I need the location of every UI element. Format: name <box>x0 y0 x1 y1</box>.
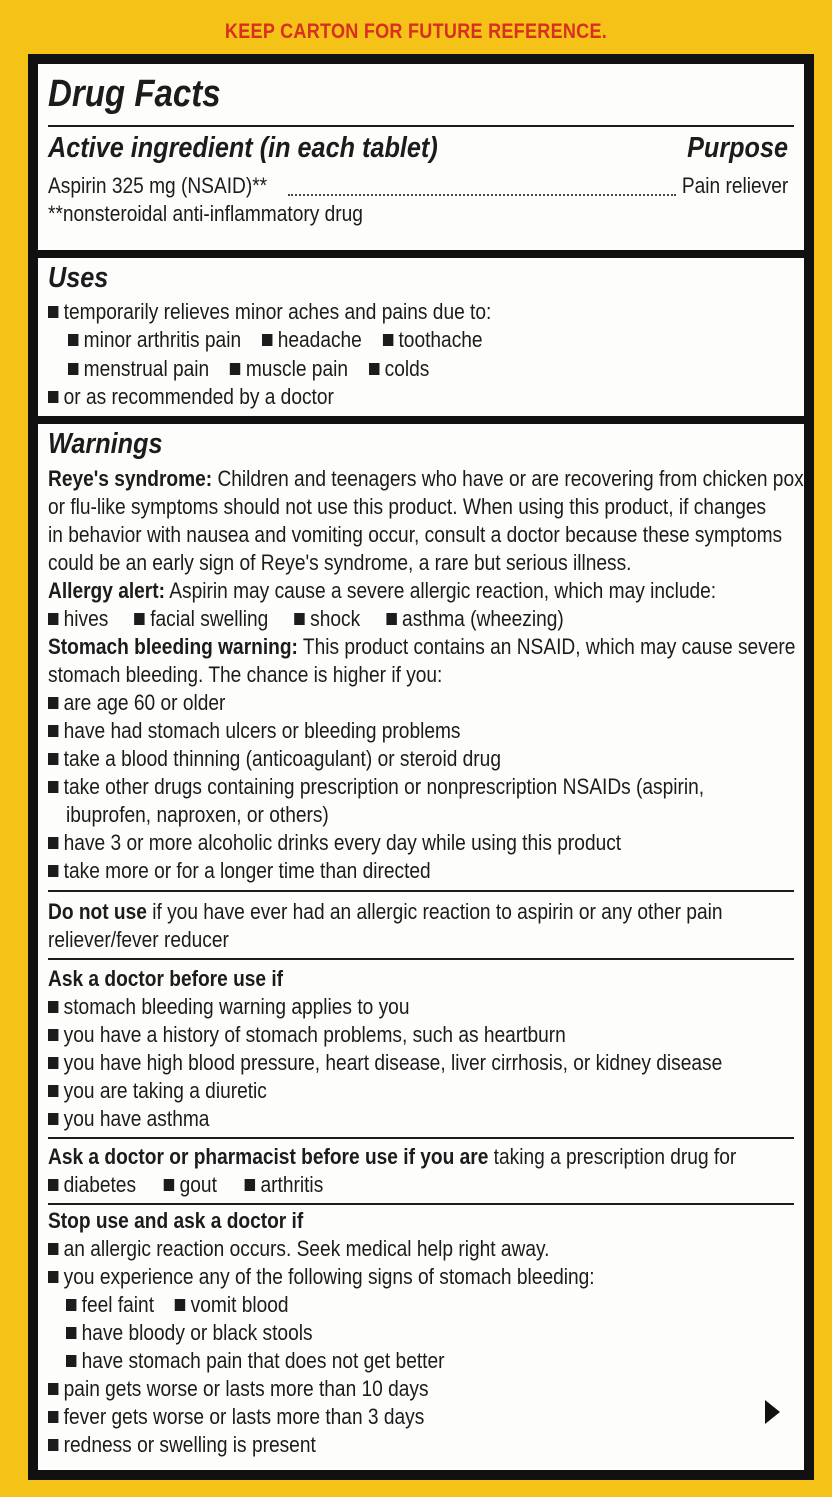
divider <box>48 1137 794 1139</box>
divider <box>48 958 794 960</box>
ask-doctor-item <box>48 1021 814 1049</box>
stomach-label: Stomach bleeding warning: <box>48 634 298 659</box>
stomach-line: stomach bleeding. The chance is higher if you: <box>48 662 443 687</box>
bullet-icon <box>66 1327 76 1339</box>
drug-facts-title: Drug Facts <box>48 73 221 115</box>
uses-box <box>38 258 804 416</box>
purpose-heading: Purpose <box>687 132 788 164</box>
stop-use-sub-item-text: have stomach pain that does not get better <box>81 1348 445 1373</box>
stomach-item-text: are age 60 or older <box>63 690 226 715</box>
do-not-use-line: reliever/fever reducer <box>48 927 229 952</box>
allergy-item: hives <box>63 606 109 631</box>
bullet-icon <box>48 1179 58 1191</box>
bullet-icon <box>48 1439 58 1451</box>
bullet-icon <box>48 725 58 737</box>
stomach-item <box>48 829 814 857</box>
stop-use-item-text: pain gets worse or lasts more than 10 days <box>63 1376 429 1401</box>
bullet-icon <box>48 613 58 625</box>
bullet-icon <box>369 363 379 375</box>
stop-use-sub-item <box>66 1319 832 1347</box>
ask-doctor-item <box>48 993 814 1021</box>
leader-dots <box>288 194 676 196</box>
stop-use-heading <box>48 1207 814 1235</box>
stomach-item-text: take more or for a longer time than directed <box>63 858 431 883</box>
ingredient-footnote: **nonsteroidal anti-inflammatory drug <box>48 201 363 226</box>
ingredient-name: Aspirin 325 mg (NSAID)** <box>48 173 268 198</box>
stomach-item <box>48 773 814 801</box>
stomach-item <box>48 857 814 885</box>
bullet-icon <box>175 1299 185 1311</box>
stomach-item <box>48 717 814 745</box>
ask-pharmacist-item: gout <box>179 1172 217 1197</box>
carton-notice: KEEP CARTON FOR FUTURE REFERENCE. <box>224 20 608 43</box>
bullet-icon <box>48 753 58 765</box>
bullet-icon <box>48 1001 58 1013</box>
uses-sub-item: menstrual pain <box>83 356 210 381</box>
bullet-icon <box>48 865 58 877</box>
ingredient-purpose: Pain reliever <box>681 173 788 198</box>
reye-line <box>48 465 814 493</box>
bullet-icon <box>48 1029 58 1041</box>
bullet-icon <box>48 1057 58 1069</box>
stop-use-sub-item <box>66 1347 832 1375</box>
bullet-icon <box>66 1355 76 1367</box>
stop-use-item-text: an allergic reaction occurs. Seek medical help right away. <box>63 1236 550 1261</box>
stop-use-item <box>48 1375 814 1403</box>
bullet-icon <box>48 1085 58 1097</box>
bullet-icon <box>48 306 58 318</box>
stomach-item-text: take a blood thinning (anticoagulant) or steroid drug <box>63 746 501 771</box>
bullet-icon <box>135 613 145 625</box>
allergy-item: facial swelling <box>150 606 269 631</box>
stomach-item-continued: ibuprofen, naproxen, or others) <box>66 802 329 827</box>
bullet-icon <box>48 391 58 403</box>
stop-use-item-text: redness or swelling is present <box>63 1432 316 1457</box>
ask-doctor-item-text: you have asthma <box>63 1106 210 1131</box>
stop-use-sub-item-text: have bloody or black stools <box>81 1320 313 1345</box>
reye-line: could be an early sign of Reye's syndrome, a rare but serious illness. <box>48 550 632 575</box>
reye-text: Children and teenagers who have or are recovering from chicken pox <box>212 466 804 491</box>
stomach-line <box>48 633 814 661</box>
uses-sub-item: colds <box>384 356 430 381</box>
uses-sub-row <box>68 326 832 354</box>
uses-item-text: temporarily relieves minor aches and pains due to: <box>63 299 492 324</box>
bullet-icon <box>164 1179 174 1191</box>
stop-use-item <box>48 1235 814 1263</box>
bullet-icon <box>245 1179 255 1191</box>
ask-doctor-item <box>48 1105 814 1133</box>
ask-pharmacist-label: Ask a doctor or pharmacist before use if you are <box>48 1144 489 1169</box>
allergy-item: shock <box>310 606 361 631</box>
do-not-use-line <box>48 898 814 926</box>
uses-item-text: or as recommended by a doctor <box>63 384 334 409</box>
ask-pharmacist-item: arthritis <box>260 1172 324 1197</box>
bullet-icon <box>48 697 58 709</box>
active-ingredient-heading: Active ingredient (in each tablet) <box>48 132 438 164</box>
reye-label: Reye's syndrome: <box>48 466 213 491</box>
uses-sub-item: minor arthritis pain <box>83 327 242 352</box>
active-ingredient-box <box>38 64 804 250</box>
bullet-icon <box>66 1299 76 1311</box>
divider <box>48 125 794 127</box>
uses-sub-item: toothache <box>398 327 483 352</box>
stomach-item-text: have had stomach ulcers or bleeding problems <box>63 718 461 743</box>
uses-sub-item: headache <box>277 327 362 352</box>
stomach-item-text: take other drugs containing prescription or nonprescription NSAIDs (aspirin, <box>63 774 705 799</box>
stomach-item <box>48 745 814 773</box>
warnings-box <box>38 424 804 1470</box>
bullet-icon <box>295 613 305 625</box>
ask-doctor-item-text: stomach bleeding warning applies to you <box>63 994 410 1019</box>
ask-pharmacist-text: taking a prescription drug for <box>488 1144 737 1169</box>
bullet-icon <box>262 334 272 346</box>
continue-arrow-icon <box>765 1400 780 1424</box>
stomach-item-text: have 3 or more alcoholic drinks every day while using this product <box>63 830 622 855</box>
ask-doctor-item-text: you have a history of stomach problems, such as heartburn <box>63 1022 566 1047</box>
stop-use-item <box>48 1263 814 1291</box>
stop-use-item-text: you experience any of the following signs of stomach bleeding: <box>63 1264 595 1289</box>
uses-heading: Uses <box>48 262 109 294</box>
allergy-label: Allergy alert: <box>48 578 166 603</box>
reye-line: or flu-like symptoms should not use this product. When using this product, if changes <box>48 494 767 519</box>
stop-use-sub-item: vomit blood <box>190 1292 289 1317</box>
allergy-text: Aspirin may cause a severe allergic reaction, which may include: <box>165 578 717 603</box>
ask-doctor-item <box>48 1049 814 1077</box>
warnings-heading: Warnings <box>48 428 163 460</box>
ask-doctor-item <box>48 1077 814 1105</box>
stomach-item <box>48 689 814 717</box>
allergy-item: asthma (wheezing) <box>402 606 564 631</box>
bullet-icon <box>48 1271 58 1283</box>
divider <box>48 1203 794 1205</box>
drug-facts-panel <box>28 54 814 1480</box>
do-not-use-label: Do not use <box>48 899 147 924</box>
ask-doctor-item-text: you are taking a diuretic <box>63 1078 267 1103</box>
stop-use-item <box>48 1431 814 1459</box>
uses-sub-row <box>68 355 832 383</box>
bullet-icon <box>48 781 58 793</box>
ask-doctor-item-text: you have high blood pressure, heart disease, liver cirrhosis, or kidney disease <box>63 1050 723 1075</box>
bullet-icon <box>48 1243 58 1255</box>
stop-use-label: Stop use and ask a doctor if <box>48 1208 304 1233</box>
bullet-icon <box>68 334 78 346</box>
bullet-icon <box>48 1113 58 1125</box>
divider <box>48 890 794 892</box>
stop-use-item <box>48 1403 814 1431</box>
uses-item <box>48 298 814 326</box>
stop-use-sub-row <box>66 1291 832 1319</box>
uses-sub-item: muscle pain <box>245 356 348 381</box>
bullet-icon <box>383 334 393 346</box>
bullet-icon <box>230 363 240 375</box>
allergy-items-row <box>48 605 814 633</box>
bullet-icon <box>48 1411 58 1423</box>
stomach-text: This product contains an NSAID, which may cause severe <box>297 634 796 659</box>
bullet-icon <box>386 613 396 625</box>
stop-use-item-text: fever gets worse or lasts more than 3 days <box>63 1404 425 1429</box>
ask-pharmacist-line <box>48 1143 814 1171</box>
do-not-use-text: if you have ever had an allergic reaction to aspirin or any other pain <box>146 899 723 924</box>
ask-doctor-label: Ask a doctor before use if <box>48 966 284 991</box>
uses-item <box>48 383 814 411</box>
bullet-icon <box>68 363 78 375</box>
ask-pharmacist-items <box>48 1171 814 1199</box>
bullet-icon <box>48 837 58 849</box>
reye-line: in behavior with nausea and vomiting occur, consult a doctor because these symptoms <box>48 522 783 547</box>
bullet-icon <box>48 1383 58 1395</box>
ask-doctor-heading <box>48 965 814 993</box>
ask-pharmacist-item: diabetes <box>63 1172 137 1197</box>
stop-use-sub-item: feel faint <box>81 1292 155 1317</box>
allergy-line <box>48 577 814 605</box>
